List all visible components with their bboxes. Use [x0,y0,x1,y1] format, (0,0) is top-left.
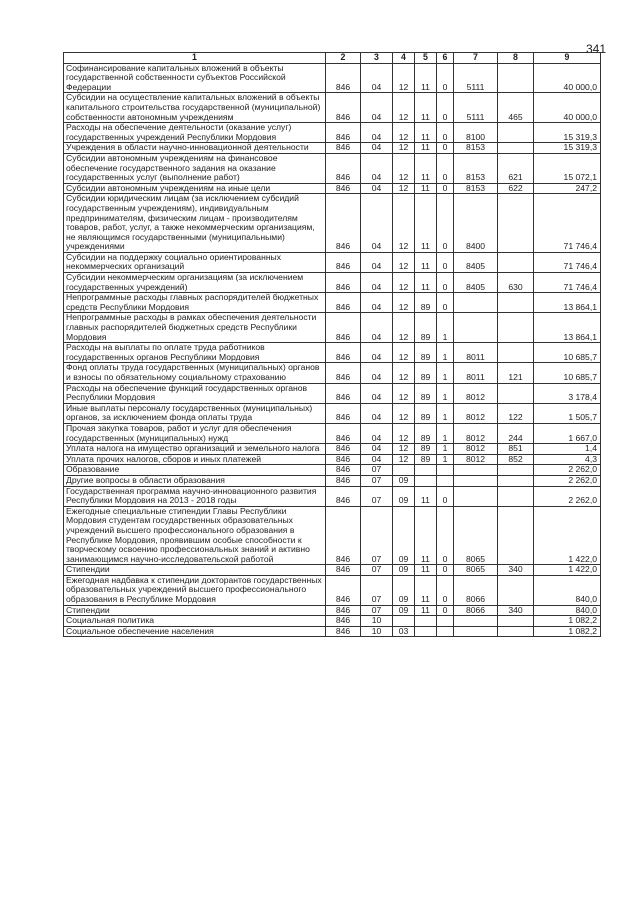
row-code-c4 [393,465,415,476]
column-header: 2 [326,53,361,64]
row-code-c3: 04 [361,143,393,154]
row-description: Субсидии на осуществление капитальных вложений в объекты капитального строительства государственной (муниципальной) собственности автономным учреждениям [64,93,326,123]
row-amount: 15 319,3 [534,143,601,154]
row-code-c3: 04 [361,123,393,143]
row-amount: 13 864,1 [534,293,601,313]
row-code-c4: 12 [393,63,415,93]
row-code-c8 [498,343,534,363]
row-code-c5 [415,475,437,486]
row-code-c7: 8012 [454,454,498,465]
row-code-c5: 89 [415,423,437,443]
row-code-c4: 12 [393,423,415,443]
row-code-c3: 04 [361,313,393,343]
row-code-c8 [498,313,534,343]
row-code-c7: 8153 [454,143,498,154]
row-code-c5: 89 [415,383,437,403]
row-code-c3: 10 [361,616,393,627]
row-description: Стипендии [64,565,326,576]
row-code-c4: 12 [393,93,415,123]
row-code-c3: 04 [361,273,393,293]
row-description: Непрограммные расходы в рамках обеспечения деятельности главных распорядителей бюджетных средств Республики Мордовия [64,313,326,343]
row-amount: 1 667,0 [534,423,601,443]
row-code-c7: 8100 [454,123,498,143]
row-code-c2: 846 [326,423,361,443]
row-code-c4: 12 [393,123,415,143]
row-code-c2: 846 [326,153,361,183]
row-code-c5: 89 [415,343,437,363]
row-code-c8 [498,194,534,253]
row-description: Иные выплаты персоналу государственных (муниципальных) органов, за исключением фонда оплаты труда [64,403,326,423]
row-description: Ежегодная надбавка к стипендии докторантов государственных образовательных учреждений высшего профессионального образования в Республике Мордовия [64,575,326,605]
table-row [64,183,601,194]
row-code-c3: 04 [361,153,393,183]
row-code-c5: 11 [415,93,437,123]
table-row [64,616,601,627]
row-code-c4: 09 [393,506,415,565]
table-row [64,444,601,455]
column-header: 5 [415,53,437,64]
row-description: Фонд оплаты труда государственных (муниципальных) органов и взносы по обязательному социальному страхованию [64,363,326,383]
row-code-c8: 621 [498,153,534,183]
row-code-c7 [454,616,498,627]
row-code-c4: 12 [393,153,415,183]
row-code-c5: 11 [415,506,437,565]
table-row [64,383,601,403]
table-row [64,343,601,363]
row-code-c8 [498,465,534,476]
row-code-c2: 846 [326,363,361,383]
row-code-c2: 846 [326,183,361,194]
row-code-c8 [498,486,534,506]
row-description: Стипендии [64,605,326,616]
row-code-c3: 07 [361,465,393,476]
row-description: Расходы на обеспечение деятельности (оказание услуг) государственных учреждений Республики Мордовия [64,123,326,143]
row-code-c4: 12 [393,363,415,383]
row-code-c3: 04 [361,93,393,123]
row-code-c2: 846 [326,475,361,486]
row-code-c2: 846 [326,63,361,93]
row-code-c2: 846 [326,123,361,143]
table-row [64,465,601,476]
row-code-c7: 8065 [454,506,498,565]
row-code-c7 [454,486,498,506]
row-code-c6: 0 [437,143,454,154]
row-code-c2: 846 [326,616,361,627]
row-code-c7: 8011 [454,343,498,363]
row-code-c4: 12 [393,343,415,363]
table-row [64,143,601,154]
row-code-c8: 121 [498,363,534,383]
row-code-c2: 846 [326,565,361,576]
table-row [64,93,601,123]
row-code-c7 [454,475,498,486]
column-header: 1 [64,53,326,64]
row-code-c4: 12 [393,143,415,154]
row-code-c2: 846 [326,293,361,313]
column-header: 3 [361,53,393,64]
table-row [64,153,601,183]
row-code-c6 [437,626,454,637]
row-code-c5: 11 [415,565,437,576]
page-number: 341 [586,42,607,56]
row-description: Субсидии некоммерческим организациям (за исключением государственных учреждений) [64,273,326,293]
row-code-c8 [498,123,534,143]
row-code-c4: 09 [393,565,415,576]
table-row [64,252,601,272]
row-amount: 2 262,0 [534,486,601,506]
row-code-c5: 89 [415,454,437,465]
row-code-c2: 846 [326,273,361,293]
column-header: 8 [498,53,534,64]
row-code-c8 [498,293,534,313]
row-code-c6: 0 [437,194,454,253]
row-code-c7 [454,293,498,313]
row-code-c6: 0 [437,605,454,616]
row-code-c8 [498,143,534,154]
row-code-c5: 89 [415,313,437,343]
row-description: Государственная программа научно-инновационного развития Республики Мордовия на 2013 - 2018 годы [64,486,326,506]
table-row [64,565,601,576]
row-code-c3: 07 [361,486,393,506]
row-code-c3: 04 [361,343,393,363]
row-code-c2: 846 [326,465,361,476]
row-description: Учреждения в области научно-инновационной деятельности [64,143,326,154]
row-code-c7 [454,465,498,476]
row-code-c6: 0 [437,565,454,576]
row-description: Социальное обеспечение населения [64,626,326,637]
row-code-c7: 8065 [454,565,498,576]
row-code-c7: 5111 [454,93,498,123]
row-code-c6: 0 [437,63,454,93]
row-code-c8: 340 [498,605,534,616]
row-code-c4 [393,616,415,627]
row-code-c4: 09 [393,475,415,486]
row-code-c5: 11 [415,183,437,194]
row-code-c3: 04 [361,194,393,253]
row-code-c4: 03 [393,626,415,637]
row-code-c4: 12 [393,403,415,423]
row-description: Субсидии автономным учреждениям на иные цели [64,183,326,194]
row-code-c6: 1 [437,423,454,443]
table-row [64,194,601,253]
row-code-c6: 1 [437,363,454,383]
row-description: Уплата прочих налогов, сборов и иных платежей [64,454,326,465]
row-code-c5: 11 [415,123,437,143]
row-code-c5: 89 [415,293,437,313]
row-description: Социальная политика [64,616,326,627]
row-description: Софинансирование капитальных вложений в объекты государственной собственности субъектов Российской Федерации [64,63,326,93]
row-description: Субсидии юридическим лицам (за исключением субсидий государственным учреждениям), индивидуальным предпринимателям, физическим лицам - производителям товаров, работ, услуг, а также некоммерческим организациям, не являющимся государственными (муниципальными) учреждениями [64,194,326,253]
row-code-c4: 12 [393,383,415,403]
row-code-c4: 12 [393,313,415,343]
row-code-c7: 8012 [454,383,498,403]
row-amount: 2 262,0 [534,475,601,486]
row-code-c2: 846 [326,454,361,465]
column-header: 6 [437,53,454,64]
row-code-c5: 11 [415,575,437,605]
row-code-c6: 1 [437,383,454,403]
row-code-c5 [415,626,437,637]
table-row [64,293,601,313]
row-code-c7: 8012 [454,403,498,423]
column-header: 4 [393,53,415,64]
row-code-c5: 11 [415,63,437,93]
row-code-c7: 8066 [454,575,498,605]
row-amount: 10 685,7 [534,343,601,363]
row-code-c2: 846 [326,143,361,154]
row-description: Прочая закупка товаров, работ и услуг для обеспечения государственных (муниципальных) нужд [64,423,326,443]
row-code-c7: 8405 [454,252,498,272]
row-code-c6: 0 [437,506,454,565]
row-code-c2: 846 [326,403,361,423]
row-amount: 15 072,1 [534,153,601,183]
row-description: Расходы на обеспечение функций государственных органов Республики Мордовия [64,383,326,403]
table-row [64,506,601,565]
row-code-c4: 12 [393,444,415,455]
row-code-c3: 07 [361,575,393,605]
row-code-c5: 11 [415,273,437,293]
row-code-c2: 846 [326,252,361,272]
table-row [64,423,601,443]
table-row [64,454,601,465]
row-code-c6: 0 [437,123,454,143]
row-code-c8 [498,506,534,565]
table-row [64,363,601,383]
row-code-c8: 465 [498,93,534,123]
row-code-c3: 04 [361,293,393,313]
row-code-c8: 851 [498,444,534,455]
row-code-c4: 12 [393,273,415,293]
row-code-c6: 0 [437,293,454,313]
row-code-c8: 244 [498,423,534,443]
table-header-row [64,53,601,64]
row-amount: 840,0 [534,575,601,605]
row-code-c8: 630 [498,273,534,293]
row-amount: 1 422,0 [534,565,601,576]
row-code-c5: 11 [415,605,437,616]
row-code-c3: 04 [361,454,393,465]
row-code-c8 [498,383,534,403]
row-code-c2: 846 [326,444,361,455]
table-row [64,486,601,506]
row-amount: 1 082,2 [534,626,601,637]
row-amount: 1 082,2 [534,616,601,627]
row-amount: 71 746,4 [534,194,601,253]
row-code-c6: 0 [437,252,454,272]
row-code-c6: 1 [437,313,454,343]
row-code-c7: 8153 [454,153,498,183]
row-code-c3: 04 [361,63,393,93]
row-code-c2: 846 [326,486,361,506]
table-row [64,605,601,616]
table-row [64,123,601,143]
row-amount: 4,3 [534,454,601,465]
row-amount: 15 319,3 [534,123,601,143]
column-header: 9 [534,53,601,64]
row-code-c2: 846 [326,194,361,253]
row-code-c6: 1 [437,343,454,363]
row-amount: 840,0 [534,605,601,616]
row-code-c2: 846 [326,605,361,616]
row-code-c3: 07 [361,565,393,576]
row-code-c7: 8405 [454,273,498,293]
row-code-c2: 846 [326,383,361,403]
row-code-c2: 846 [326,506,361,565]
row-code-c7: 8153 [454,183,498,194]
row-code-c5 [415,465,437,476]
row-code-c7 [454,626,498,637]
row-code-c6: 0 [437,575,454,605]
row-amount: 247,2 [534,183,601,194]
row-code-c3: 04 [361,363,393,383]
row-code-c3: 07 [361,605,393,616]
row-amount: 40 000,0 [534,93,601,123]
row-code-c6: 0 [437,93,454,123]
row-code-c5: 89 [415,403,437,423]
row-code-c7: 8066 [454,605,498,616]
row-code-c8 [498,616,534,627]
row-amount: 13 864,1 [534,313,601,343]
table-body [64,63,601,637]
row-code-c3: 04 [361,252,393,272]
column-header: 7 [454,53,498,64]
row-code-c8: 622 [498,183,534,194]
row-code-c3: 07 [361,506,393,565]
table-row [64,63,601,93]
row-amount: 10 685,7 [534,363,601,383]
row-code-c2: 846 [326,343,361,363]
row-code-c2: 846 [326,626,361,637]
row-code-c3: 04 [361,383,393,403]
row-code-c3: 04 [361,444,393,455]
row-code-c5 [415,616,437,627]
table-row [64,575,601,605]
row-code-c7: 8011 [454,363,498,383]
row-description: Субсидии автономным учреждениям на финансовое обеспечение государственного задания на оказание государственных услуг (выполнение работ) [64,153,326,183]
row-code-c4: 12 [393,183,415,194]
row-code-c6: 1 [437,444,454,455]
row-code-c7: 8012 [454,444,498,455]
row-code-c2: 846 [326,575,361,605]
row-description: Непрограммные расходы главных распорядителей бюджетных средств Республики Мордовия [64,293,326,313]
row-code-c7: 5111 [454,63,498,93]
row-code-c7 [454,313,498,343]
row-code-c8 [498,63,534,93]
row-code-c8: 852 [498,454,534,465]
row-description: Другие вопросы в области образования [64,475,326,486]
row-code-c5: 89 [415,363,437,383]
row-code-c3: 07 [361,475,393,486]
row-code-c3: 04 [361,423,393,443]
row-code-c6: 0 [437,273,454,293]
row-code-c8 [498,626,534,637]
row-description: Уплата налога на имущество организаций и земельного налога [64,444,326,455]
row-amount: 71 746,4 [534,252,601,272]
row-code-c7: 8012 [454,423,498,443]
row-code-c2: 846 [326,93,361,123]
row-code-c5: 11 [415,252,437,272]
row-code-c5: 11 [415,153,437,183]
row-code-c6: 1 [437,454,454,465]
row-code-c6: 1 [437,403,454,423]
row-code-c4: 12 [393,454,415,465]
row-code-c4: 09 [393,575,415,605]
row-code-c5: 11 [415,194,437,253]
row-code-c3: 10 [361,626,393,637]
row-code-c6 [437,616,454,627]
budget-table [63,52,601,637]
table-row [64,273,601,293]
row-amount: 1 422,0 [534,506,601,565]
row-code-c2: 846 [326,313,361,343]
row-code-c6 [437,465,454,476]
row-amount: 1 505,7 [534,403,601,423]
row-code-c6 [437,475,454,486]
row-amount: 3 178,4 [534,383,601,403]
row-amount: 2 262,0 [534,465,601,476]
row-description: Субсидии на поддержку социально ориентированных некоммерческих организаций [64,252,326,272]
row-code-c5: 11 [415,143,437,154]
row-code-c8: 340 [498,565,534,576]
table-row [64,475,601,486]
row-code-c6: 0 [437,486,454,506]
table-row [64,313,601,343]
row-code-c8 [498,575,534,605]
row-amount: 40 000,0 [534,63,601,93]
row-code-c3: 04 [361,183,393,194]
row-code-c8: 122 [498,403,534,423]
row-code-c7: 8400 [454,194,498,253]
row-description: Ежегодные специальные стипендии Главы Республики Мордовия студентам государственных образовательных учреждений высшего профессионального образования в Республике Мордовия, проявившим особые способности к творческому освоению профессиональных знаний и активно занимающимся научно-исследовательской работой [64,506,326,565]
row-code-c5: 89 [415,444,437,455]
row-code-c6: 0 [437,183,454,194]
row-code-c6: 0 [437,153,454,183]
row-code-c5: 11 [415,486,437,506]
row-amount: 71 746,4 [534,273,601,293]
row-code-c4: 09 [393,605,415,616]
row-amount: 1,4 [534,444,601,455]
row-code-c4: 12 [393,293,415,313]
row-description: Образование [64,465,326,476]
row-description: Расходы на выплаты по оплате труда работников государственных органов Республики Мордовия [64,343,326,363]
table-row [64,403,601,423]
row-code-c4: 09 [393,486,415,506]
table-row [64,626,601,637]
row-code-c8 [498,475,534,486]
row-code-c4: 12 [393,194,415,253]
row-code-c4: 12 [393,252,415,272]
row-code-c8 [498,252,534,272]
row-code-c3: 04 [361,403,393,423]
